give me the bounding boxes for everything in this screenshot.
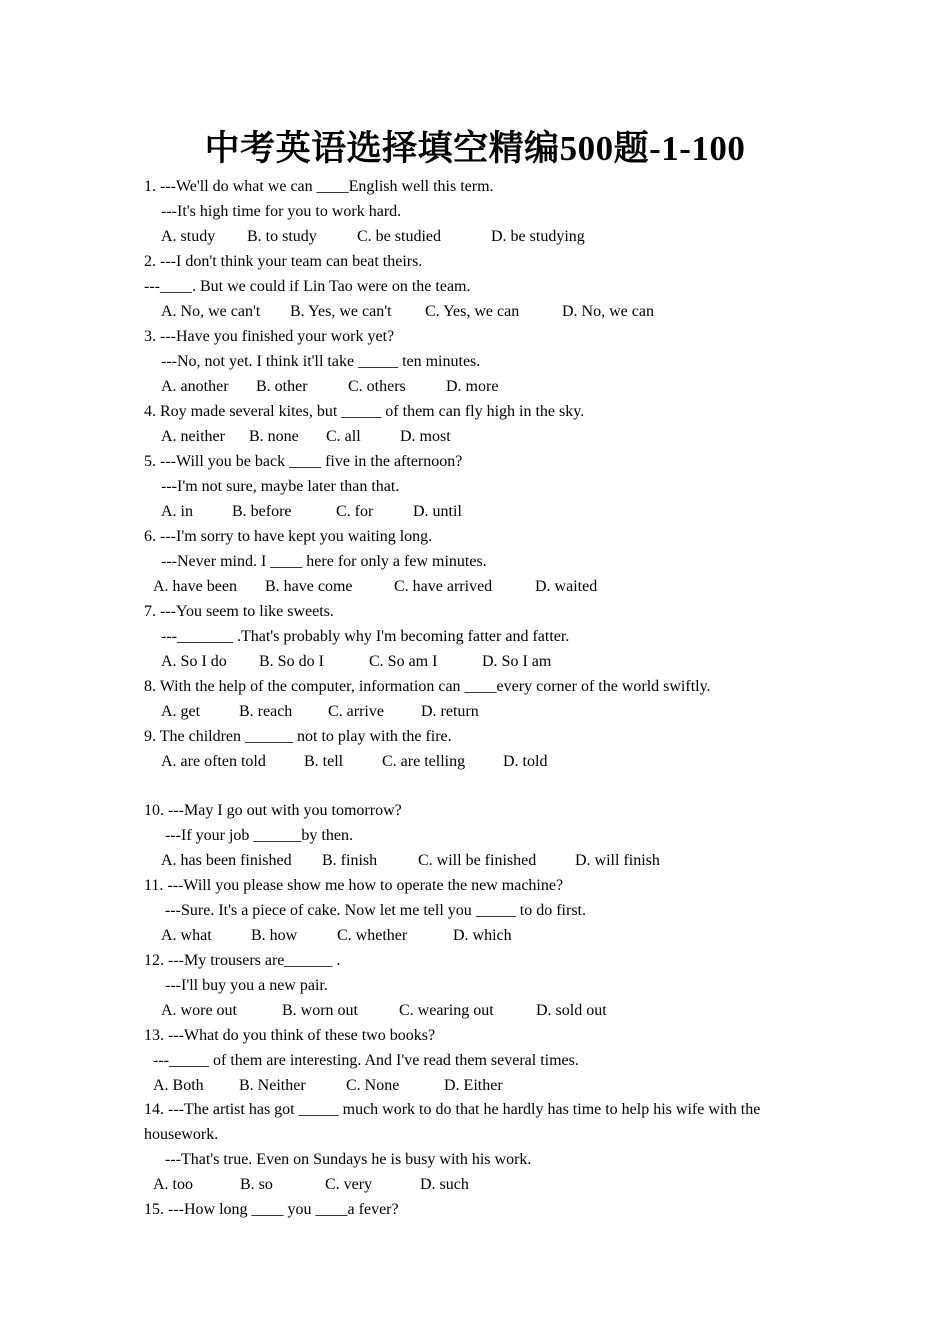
option-b: B. reach: [239, 703, 293, 720]
option-a: A. another: [161, 378, 229, 395]
question-14-stem-continued: housework.: [144, 1126, 219, 1143]
option-a: A. wore out: [161, 1002, 237, 1019]
option-c: C. Yes, we can: [425, 303, 520, 320]
question-8-options: [0, 699, 950, 724]
question-4-options: [0, 424, 950, 449]
option-a: A. too: [153, 1176, 193, 1193]
option-d: D. which: [453, 927, 512, 944]
option-a: A. So I do: [161, 653, 227, 670]
option-d: D. most: [400, 428, 451, 445]
question-6-stem: 6. ---I'm sorry to have kept you waiting long.: [144, 528, 433, 545]
question-3-options: [0, 374, 950, 399]
option-d: D. such: [420, 1176, 469, 1193]
option-c: C. will be finished: [418, 852, 537, 869]
option-d: D. more: [446, 378, 499, 395]
question-5-stem: 5. ---Will you be back ____ five in the afternoon?: [144, 453, 463, 470]
option-b: B. Neither: [239, 1077, 306, 1094]
question-10-stem: 10. ---May I go out with you tomorrow?: [144, 802, 402, 819]
question-4-stem: 4. Roy made several kites, but _____ of them can fly high in the sky.: [144, 403, 585, 420]
question-6-options: [0, 574, 950, 599]
option-b: B. Yes, we can't: [290, 303, 392, 320]
option-b: B. have come: [265, 578, 353, 595]
option-d: D. No, we can: [562, 303, 654, 320]
question-1-options: [0, 224, 950, 249]
question-7-reply: ---_______ .That's probably why I'm becoming fatter and fatter.: [161, 628, 570, 645]
question-3-stem: 3. ---Have you finished your work yet?: [144, 328, 395, 345]
question-5-reply: ---I'm not sure, maybe later than that.: [161, 478, 400, 495]
option-d: D. sold out: [536, 1002, 607, 1019]
option-b: B. finish: [322, 852, 378, 869]
question-14-reply: ---That's true. Even on Sundays he is busy with his work.: [165, 1151, 532, 1168]
question-12-reply: ---I'll buy you a new pair.: [165, 977, 328, 994]
option-c: C. whether: [337, 927, 408, 944]
option-b: B. so: [240, 1176, 273, 1193]
option-a: A. what: [161, 927, 212, 944]
option-b: B. tell: [304, 753, 344, 770]
option-c: C. arrive: [328, 703, 384, 720]
option-b: B. to study: [247, 228, 317, 245]
question-3-reply: ---No, not yet. I think it'll take _____ ten minutes.: [161, 353, 481, 370]
option-a: A. neither: [161, 428, 225, 445]
option-c: C. for: [336, 503, 374, 520]
question-10-reply: ---If your job ______by then.: [165, 827, 353, 844]
option-a: A. get: [161, 703, 201, 720]
option-b: B. worn out: [282, 1002, 358, 1019]
option-c: C. have arrived: [394, 578, 493, 595]
option-c: C. all: [326, 428, 361, 445]
option-c: C. None: [346, 1077, 400, 1094]
option-c: C. others: [348, 378, 406, 395]
option-b: B. other: [256, 378, 308, 395]
question-13-stem: 13. ---What do you think of these two books?: [144, 1027, 436, 1044]
question-5-options: [0, 499, 950, 524]
question-14-stem: 14. ---The artist has got _____ much work to do that he hardly has time to help his wife with the: [144, 1101, 761, 1118]
question-9-stem: 9. The children ______ not to play with the fire.: [144, 728, 452, 745]
option-a: A. are often told: [161, 753, 266, 770]
option-c: C. are telling: [382, 753, 466, 770]
question-2-reply: ---____. But we could if Lin Tao were on the team.: [144, 278, 471, 295]
option-d: D. until: [413, 503, 462, 520]
option-c: C. So am I: [369, 653, 438, 670]
question-13-options: [0, 1073, 950, 1098]
option-d: D. Either: [444, 1077, 503, 1094]
option-b: B. before: [232, 503, 292, 520]
question-12-options: [0, 998, 950, 1023]
option-d: D. waited: [535, 578, 598, 595]
option-a: A. No, we can't: [161, 303, 261, 320]
option-d: D. told: [503, 753, 548, 770]
question-15-stem: 15. ---How long ____ you ____a fever?: [144, 1201, 399, 1218]
option-c: C. be studied: [357, 228, 441, 245]
option-a: A. have been: [153, 578, 237, 595]
option-b: B. So do I: [259, 653, 324, 670]
question-11-stem: 11. ---Will you please show me how to operate the new machine?: [144, 877, 564, 894]
question-2-stem: 2. ---I don't think your team can beat theirs.: [144, 253, 423, 270]
option-d: D. be studying: [491, 228, 585, 245]
option-b: B. how: [251, 927, 298, 944]
question-12-stem: 12. ---My trousers are______ .: [144, 952, 341, 969]
question-11-options: [0, 923, 950, 948]
question-1-stem: 1. ---We'll do what we can ____English well this term.: [144, 178, 494, 195]
question-11-reply: ---Sure. It's a piece of cake. Now let me tell you _____ to do first.: [165, 902, 586, 919]
option-d: D. will finish: [575, 852, 660, 869]
question-14-options: [0, 1172, 950, 1197]
question-9-options: [0, 749, 950, 774]
option-d: D. So I am: [482, 653, 552, 670]
question-7-stem: 7. ---You seem to like sweets.: [144, 603, 334, 620]
question-2-options: [0, 299, 950, 324]
option-a: A. in: [161, 503, 193, 520]
question-6-reply: ---Never mind. I ____ here for only a few minutes.: [161, 553, 487, 570]
option-a: A. study: [161, 228, 216, 245]
question-8-stem: 8. With the help of the computer, information can ____every corner of the world swiftly.: [144, 678, 711, 695]
option-a: A. Both: [153, 1077, 204, 1094]
question-7-options: [0, 649, 950, 674]
option-c: C. wearing out: [399, 1002, 494, 1019]
question-13-reply: ---_____ of them are interesting. And I've read them several times.: [153, 1052, 579, 1069]
question-1-reply: ---It's high time for you to work hard.: [161, 203, 402, 220]
question-10-options: [0, 848, 950, 873]
page-title: 中考英语选择填空精编500题-1-100: [204, 129, 746, 168]
option-b: B. none: [249, 428, 299, 445]
option-a: A. has been finished: [161, 852, 292, 869]
option-c: C. very: [325, 1176, 373, 1193]
option-d: D. return: [421, 703, 479, 720]
